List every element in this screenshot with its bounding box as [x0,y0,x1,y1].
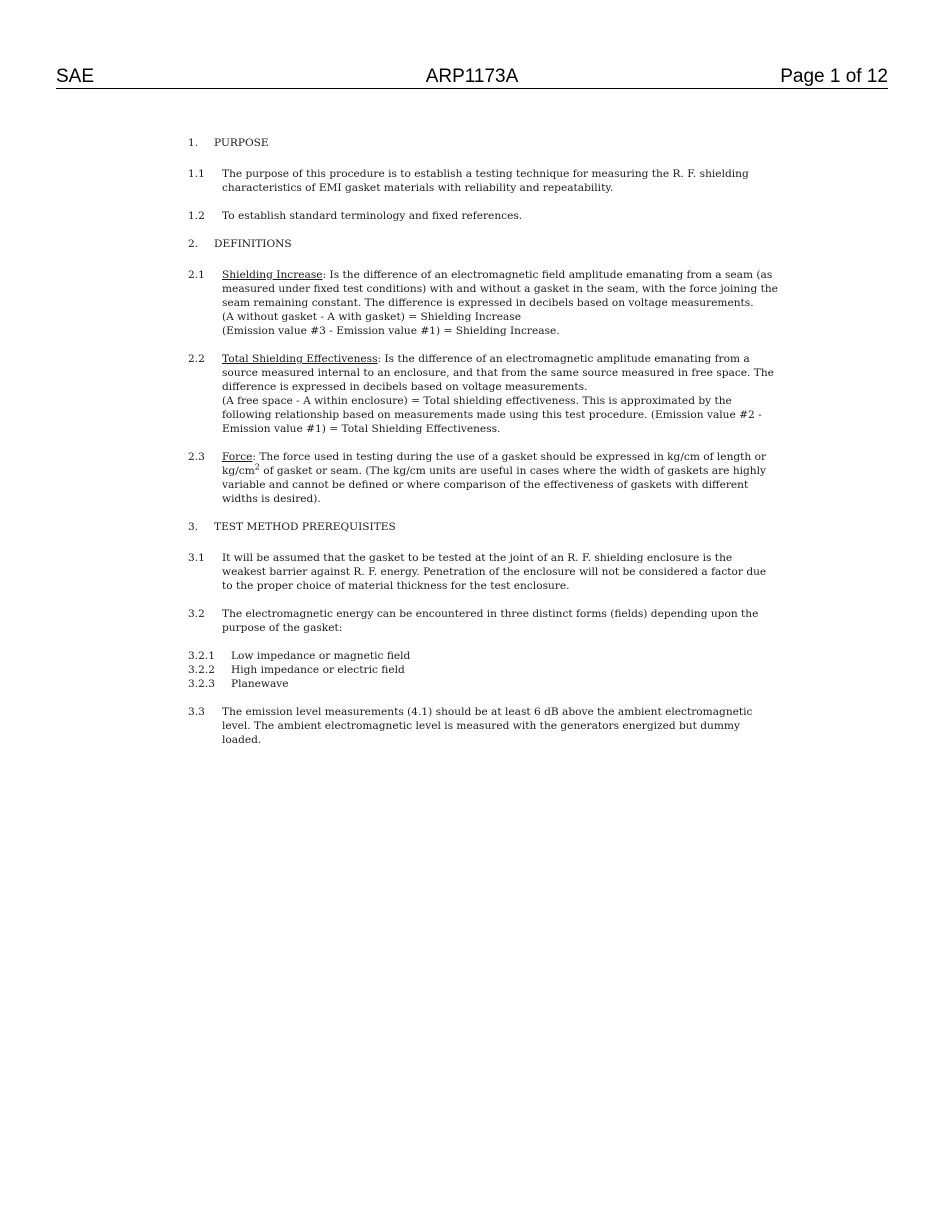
defined-term: Shielding Increase [222,269,323,281]
paragraph-2-3 [188,450,778,506]
paragraph-1-1 [188,167,778,195]
section-heading-prerequisites [188,520,778,534]
formula-line: (A free space - A within enclosure) = Total shielding effectiveness. This is approximated by the following relationship based on measurements made using this test procedure. (Emission value #2 - Emission value #1) = Total Shielding Effectiveness. [222,395,762,435]
paragraph-number: 2.1 [188,269,205,281]
header-document-number: ARP1173A [425,66,519,87]
paragraph-3-3 [188,705,778,747]
section-number: 3. [188,521,199,533]
list-item-number: 3.2.2 [188,664,215,676]
paragraph-text: : Is the difference of an electromagnetic amplitude emanating from a source measured internal to an enclosure, and that from the same source measured in free space. The difference is expressed in decibels based on voltage measurements. [222,353,774,393]
paragraph-number: 1.2 [188,210,205,222]
list-item [188,677,778,691]
paragraph-1-2 [188,209,778,223]
section-number: 2. [188,238,199,250]
superscript: 2 [254,462,260,472]
document-body [188,136,778,761]
list-item-text: High impedance or electric field [231,664,405,676]
paragraph-3-1 [188,551,778,593]
paragraph-number: 3.2 [188,608,205,620]
header-organization: SAE [56,66,95,87]
section-heading-definitions [188,237,778,251]
paragraph-text: The electromagnetic energy can be encountered in three distinct forms (fields) depending upon the purpose of the gasket: [222,608,759,634]
section-heading-purpose [188,136,778,150]
page-header [56,66,888,89]
defined-term: Total Shielding Effectiveness [222,353,378,365]
paragraph-number: 2.2 [188,353,205,365]
paragraph-text: : The force used in testing during the use of a gasket should be expressed in kg/cm of length or kg/cm [222,451,767,477]
paragraph-text: To establish standard terminology and fixed references. [222,210,523,222]
paragraph-2-2 [188,352,778,436]
paragraph-2-1 [188,268,778,338]
paragraph-number: 1.1 [188,168,205,180]
header-page-number: Page 1 of 12 [780,66,888,87]
list-item-number: 3.2.1 [188,650,215,662]
list-item-text: Planewave [231,678,289,690]
paragraph-text: It will be assumed that the gasket to be tested at the joint of an R. F. shielding enclosure is the weakest barrier against R. F. energy. Penetration of the enclosure will not be considered a factor due to the proper choice of material thickness for the test enclosure. [222,552,767,592]
paragraph-number: 3.1 [188,552,205,564]
list-item [188,649,778,663]
paragraph-3-2 [188,607,778,635]
field-types-list [188,649,778,691]
list-item-number: 3.2.3 [188,678,215,690]
section-title: TEST METHOD PREREQUISITES [214,521,396,533]
paragraph-text: The purpose of this procedure is to establish a testing technique for measuring the R. F. shielding characteristics of EMI gasket materials with reliability and repeatability. [222,168,749,194]
section-number: 1. [188,137,199,149]
list-item-text: Low impedance or magnetic field [231,650,411,662]
paragraph-number: 3.3 [188,706,205,718]
list-item [188,663,778,677]
paragraph-text: of gasket or seam. (The kg/cm units are useful in cases where the width of gaskets are highly variable and cannot be defined or where comparison of the effectiveness of gaskets with different widths is desired). [222,465,767,505]
formula-line: (A without gasket - A with gasket) = Shielding Increase [222,311,522,323]
section-title: PURPOSE [214,137,269,149]
section-title: DEFINITIONS [214,238,292,250]
defined-term: Force [222,451,253,463]
paragraph-number: 2.3 [188,451,205,463]
paragraph-text: The emission level measurements (4.1) should be at least 6 dB above the ambient electromagnetic level. The ambient electromagnetic level is measured with the generators energized but dummy loaded. [222,706,753,746]
paragraph-text: : Is the difference of an electromagnetic field amplitude emanating from a seam (as measured under fixed test conditions) with and without a gasket in the seam, with the force joining the seam remaining constant. The difference is expressed in decibels based on voltage measurements. [222,269,778,309]
formula-line: (Emission value #3 - Emission value #1) = Shielding Increase. [222,325,560,337]
